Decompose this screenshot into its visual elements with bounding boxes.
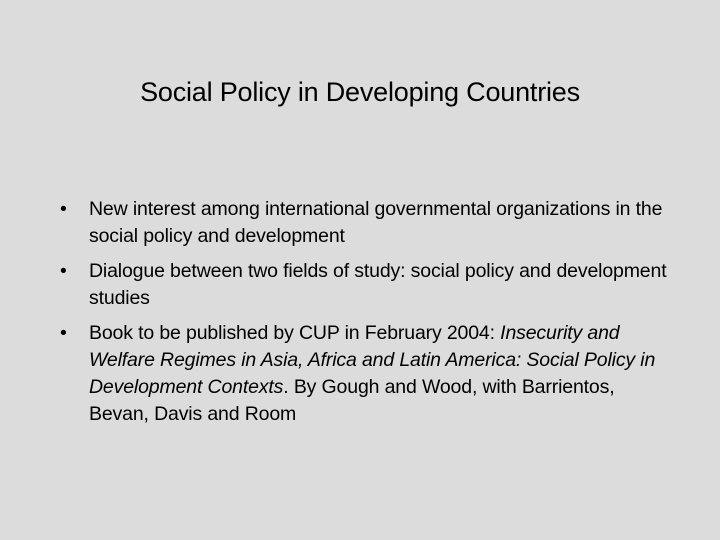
- bullet-marker-icon: •: [60, 322, 67, 344]
- slide-title: Social Policy in Developing Countries: [140, 77, 580, 107]
- bullet-text: Dialogue between two fields of study: social policy and development studies: [89, 260, 667, 309]
- bullet-list: [58, 196, 668, 436]
- bullet-marker-icon: •: [60, 198, 67, 220]
- bullet-item: [58, 320, 668, 428]
- bullet-item: [58, 258, 668, 312]
- bullet-item: [58, 196, 668, 250]
- bullet-text-before: Book to be published by CUP in February 2004:: [89, 322, 501, 344]
- bullet-text-after: . By Gough and Wood, with Barrientos, Bevan, Davis and Room: [89, 376, 615, 425]
- book-title: Insecurity and Welfare Regimes in Asia, Africa and Latin America: Social Policy in Development Contexts: [89, 322, 656, 398]
- bullet-marker-icon: •: [60, 260, 67, 282]
- bullet-text: New interest among international governmental organizations in the social policy and development: [89, 198, 663, 247]
